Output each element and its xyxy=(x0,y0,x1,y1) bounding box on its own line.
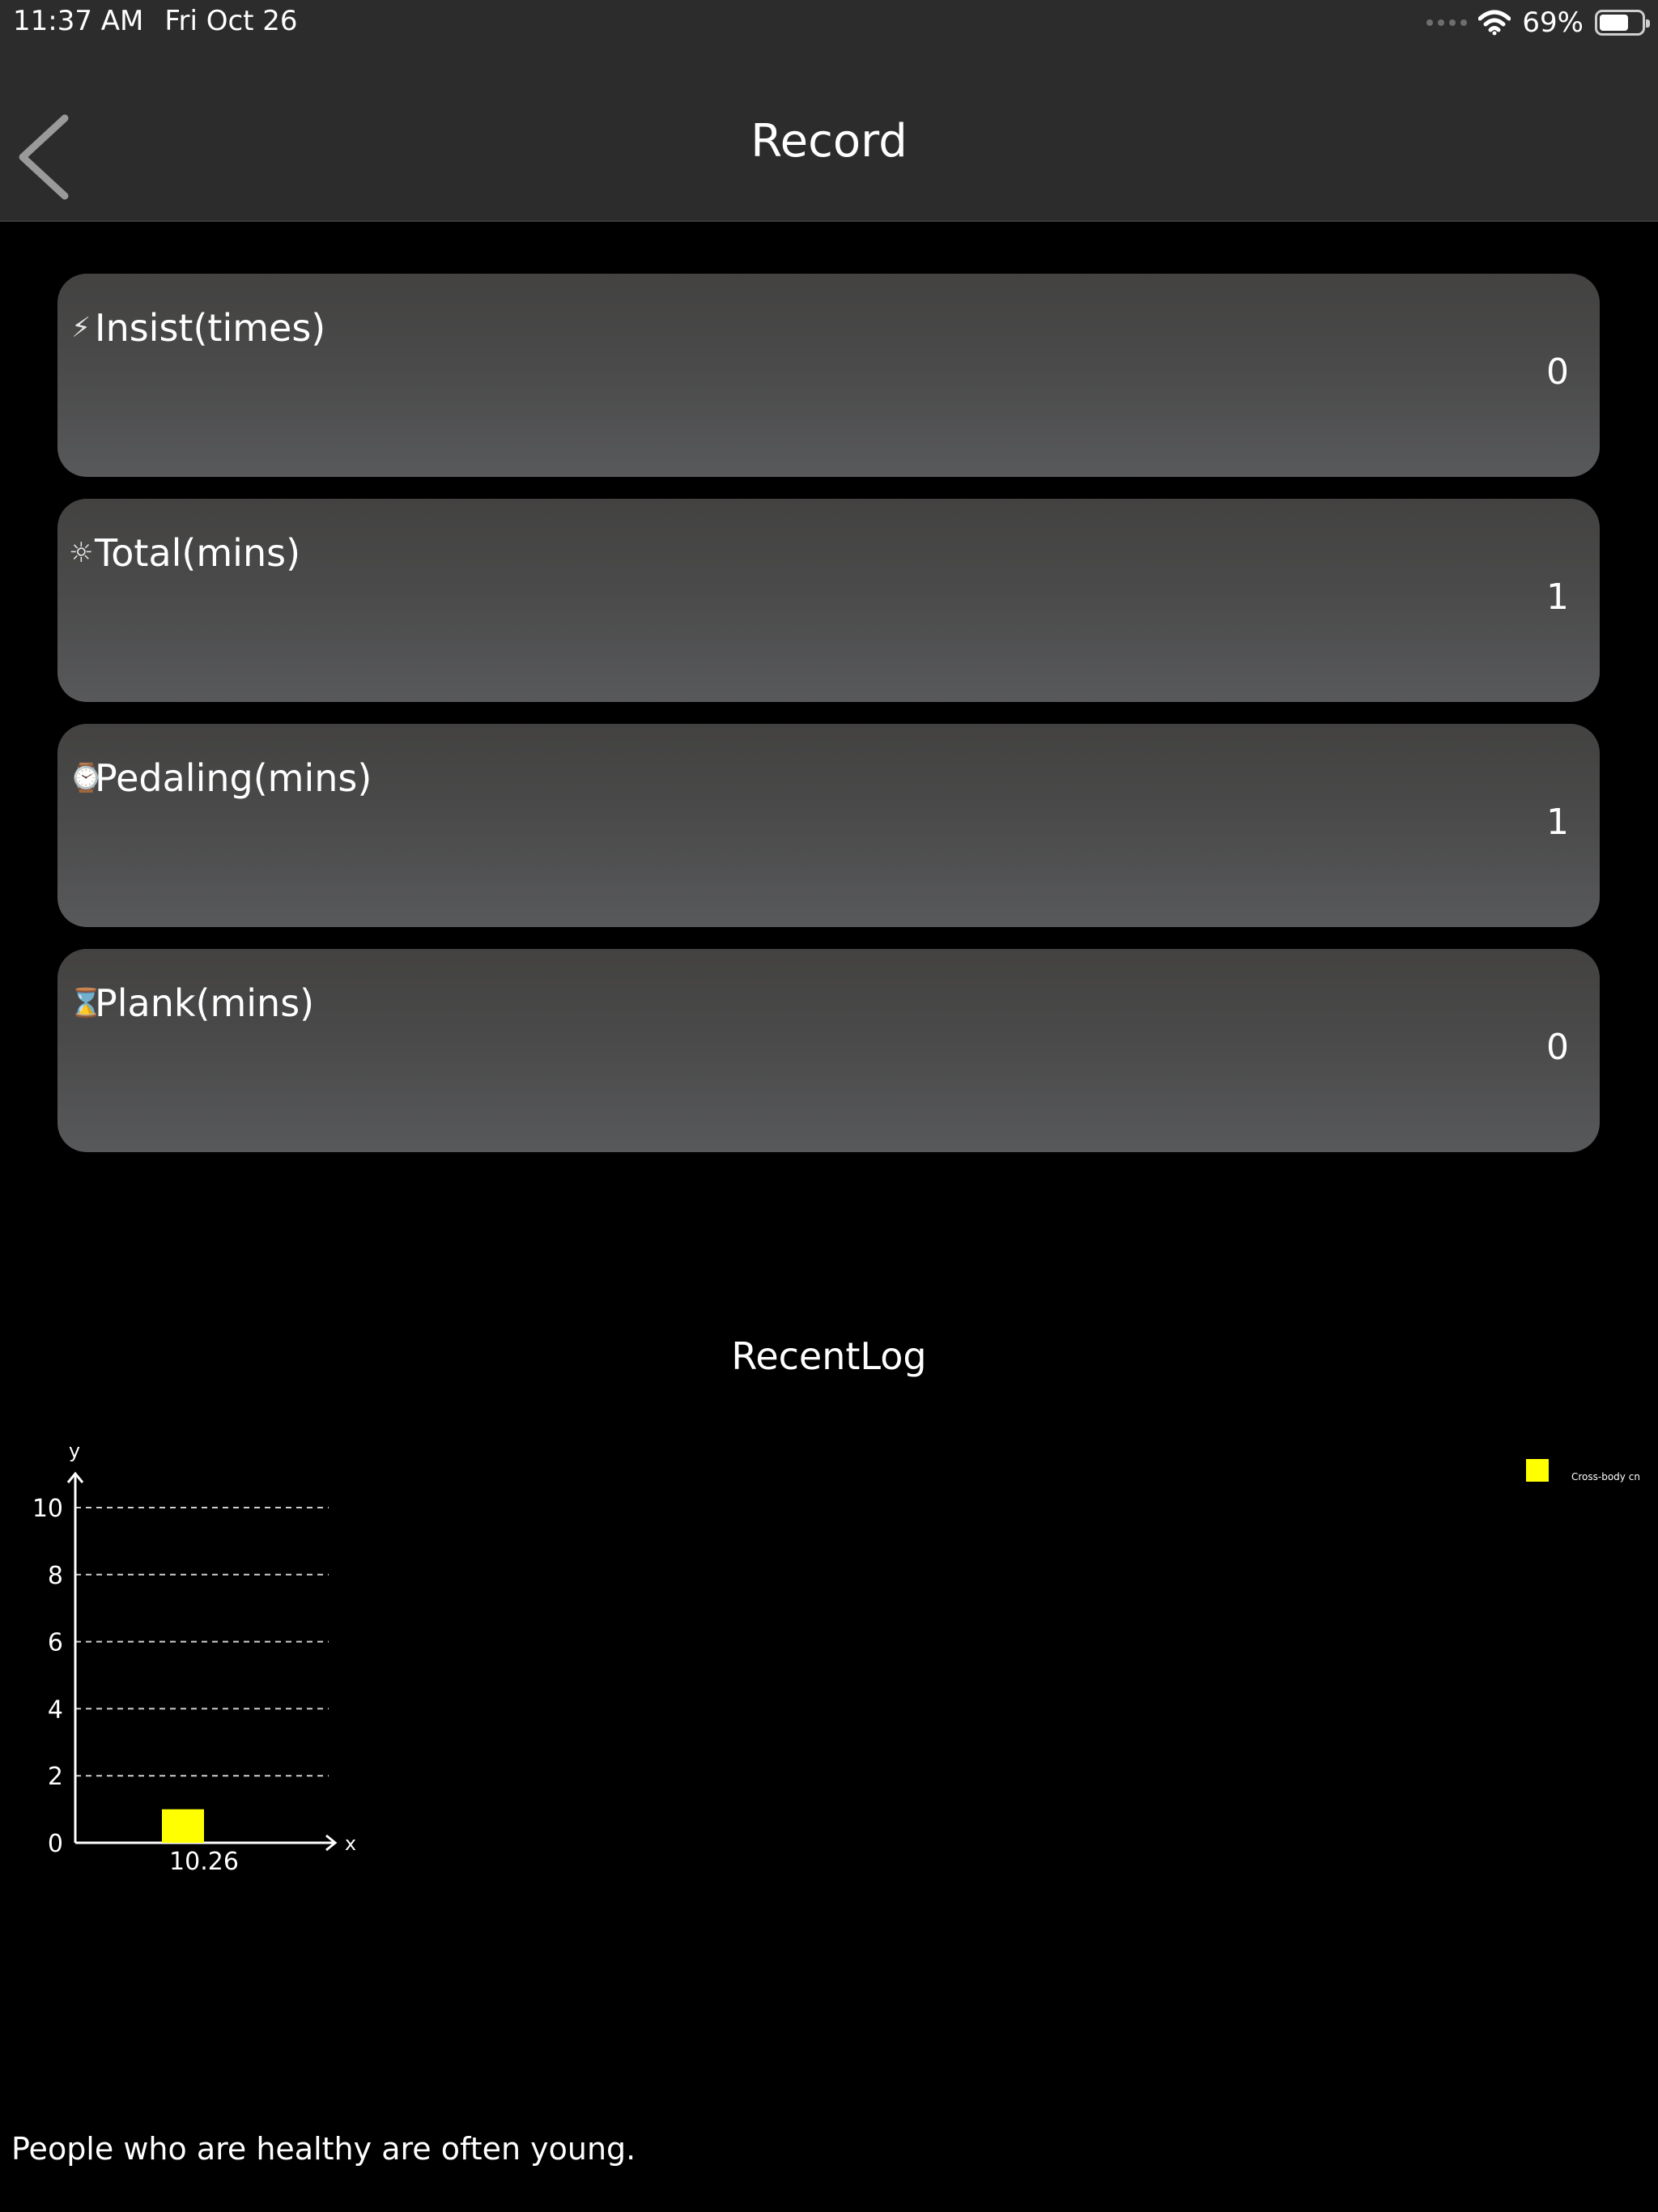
plank-card xyxy=(57,949,1600,1152)
card-label-text: Pedaling(mins) xyxy=(95,756,372,800)
battery-fill xyxy=(1600,15,1628,31)
watch-icon: ⌚ xyxy=(69,762,104,794)
status-time: 11:37 AM xyxy=(13,5,144,37)
wifi-icon xyxy=(1478,10,1511,36)
lightning-icon: ⚡ xyxy=(71,312,91,344)
recent-log-chart xyxy=(0,1425,1658,1911)
y-tick-label: 6 xyxy=(47,1628,63,1657)
card-label-text: Total(mins) xyxy=(95,531,301,575)
x-tick-label: 10.26 xyxy=(169,1848,239,1876)
status-indicators xyxy=(1426,6,1645,39)
y-axis-label: y xyxy=(68,1440,81,1462)
top-bar xyxy=(0,0,1658,222)
x-axis-label: x xyxy=(344,1832,357,1855)
card-label xyxy=(69,756,372,800)
card-value: 0 xyxy=(1546,351,1569,393)
sun-icon: ☼ xyxy=(69,537,94,569)
status-bar xyxy=(0,0,1658,44)
y-tick-label: 8 xyxy=(47,1561,63,1590)
y-tick-label: 2 xyxy=(47,1763,63,1792)
legend-label: Cross-body cn xyxy=(1571,1471,1640,1482)
card-label-text: Plank(mins) xyxy=(95,981,315,1025)
legend-swatch xyxy=(1526,1459,1549,1482)
cellular-dots-icon xyxy=(1426,19,1467,26)
hourglass-icon: ⌛ xyxy=(69,987,104,1019)
footer-quote: People who are healthy are often young. xyxy=(11,2131,636,2167)
card-label-text: Insist(times) xyxy=(95,306,326,350)
pedaling-card xyxy=(57,724,1600,927)
battery-percent: 69% xyxy=(1522,6,1584,39)
card-value: 0 xyxy=(1546,1027,1569,1068)
y-tick-label: 10 xyxy=(32,1495,63,1523)
chart-title: RecentLog xyxy=(731,1334,927,1378)
bar xyxy=(162,1810,204,1843)
page-title: Record xyxy=(750,115,908,168)
total-card xyxy=(57,499,1600,702)
status-time-date xyxy=(13,5,298,37)
card-value: 1 xyxy=(1546,802,1569,843)
insist-card xyxy=(57,274,1600,477)
card-value: 1 xyxy=(1546,576,1569,618)
battery-icon xyxy=(1595,10,1645,36)
status-date: Fri Oct 26 xyxy=(164,5,298,37)
card-label xyxy=(69,531,300,575)
y-tick-label: 0 xyxy=(47,1830,63,1858)
card-label xyxy=(69,306,325,350)
y-tick-label: 4 xyxy=(47,1695,63,1725)
card-label xyxy=(69,981,314,1025)
